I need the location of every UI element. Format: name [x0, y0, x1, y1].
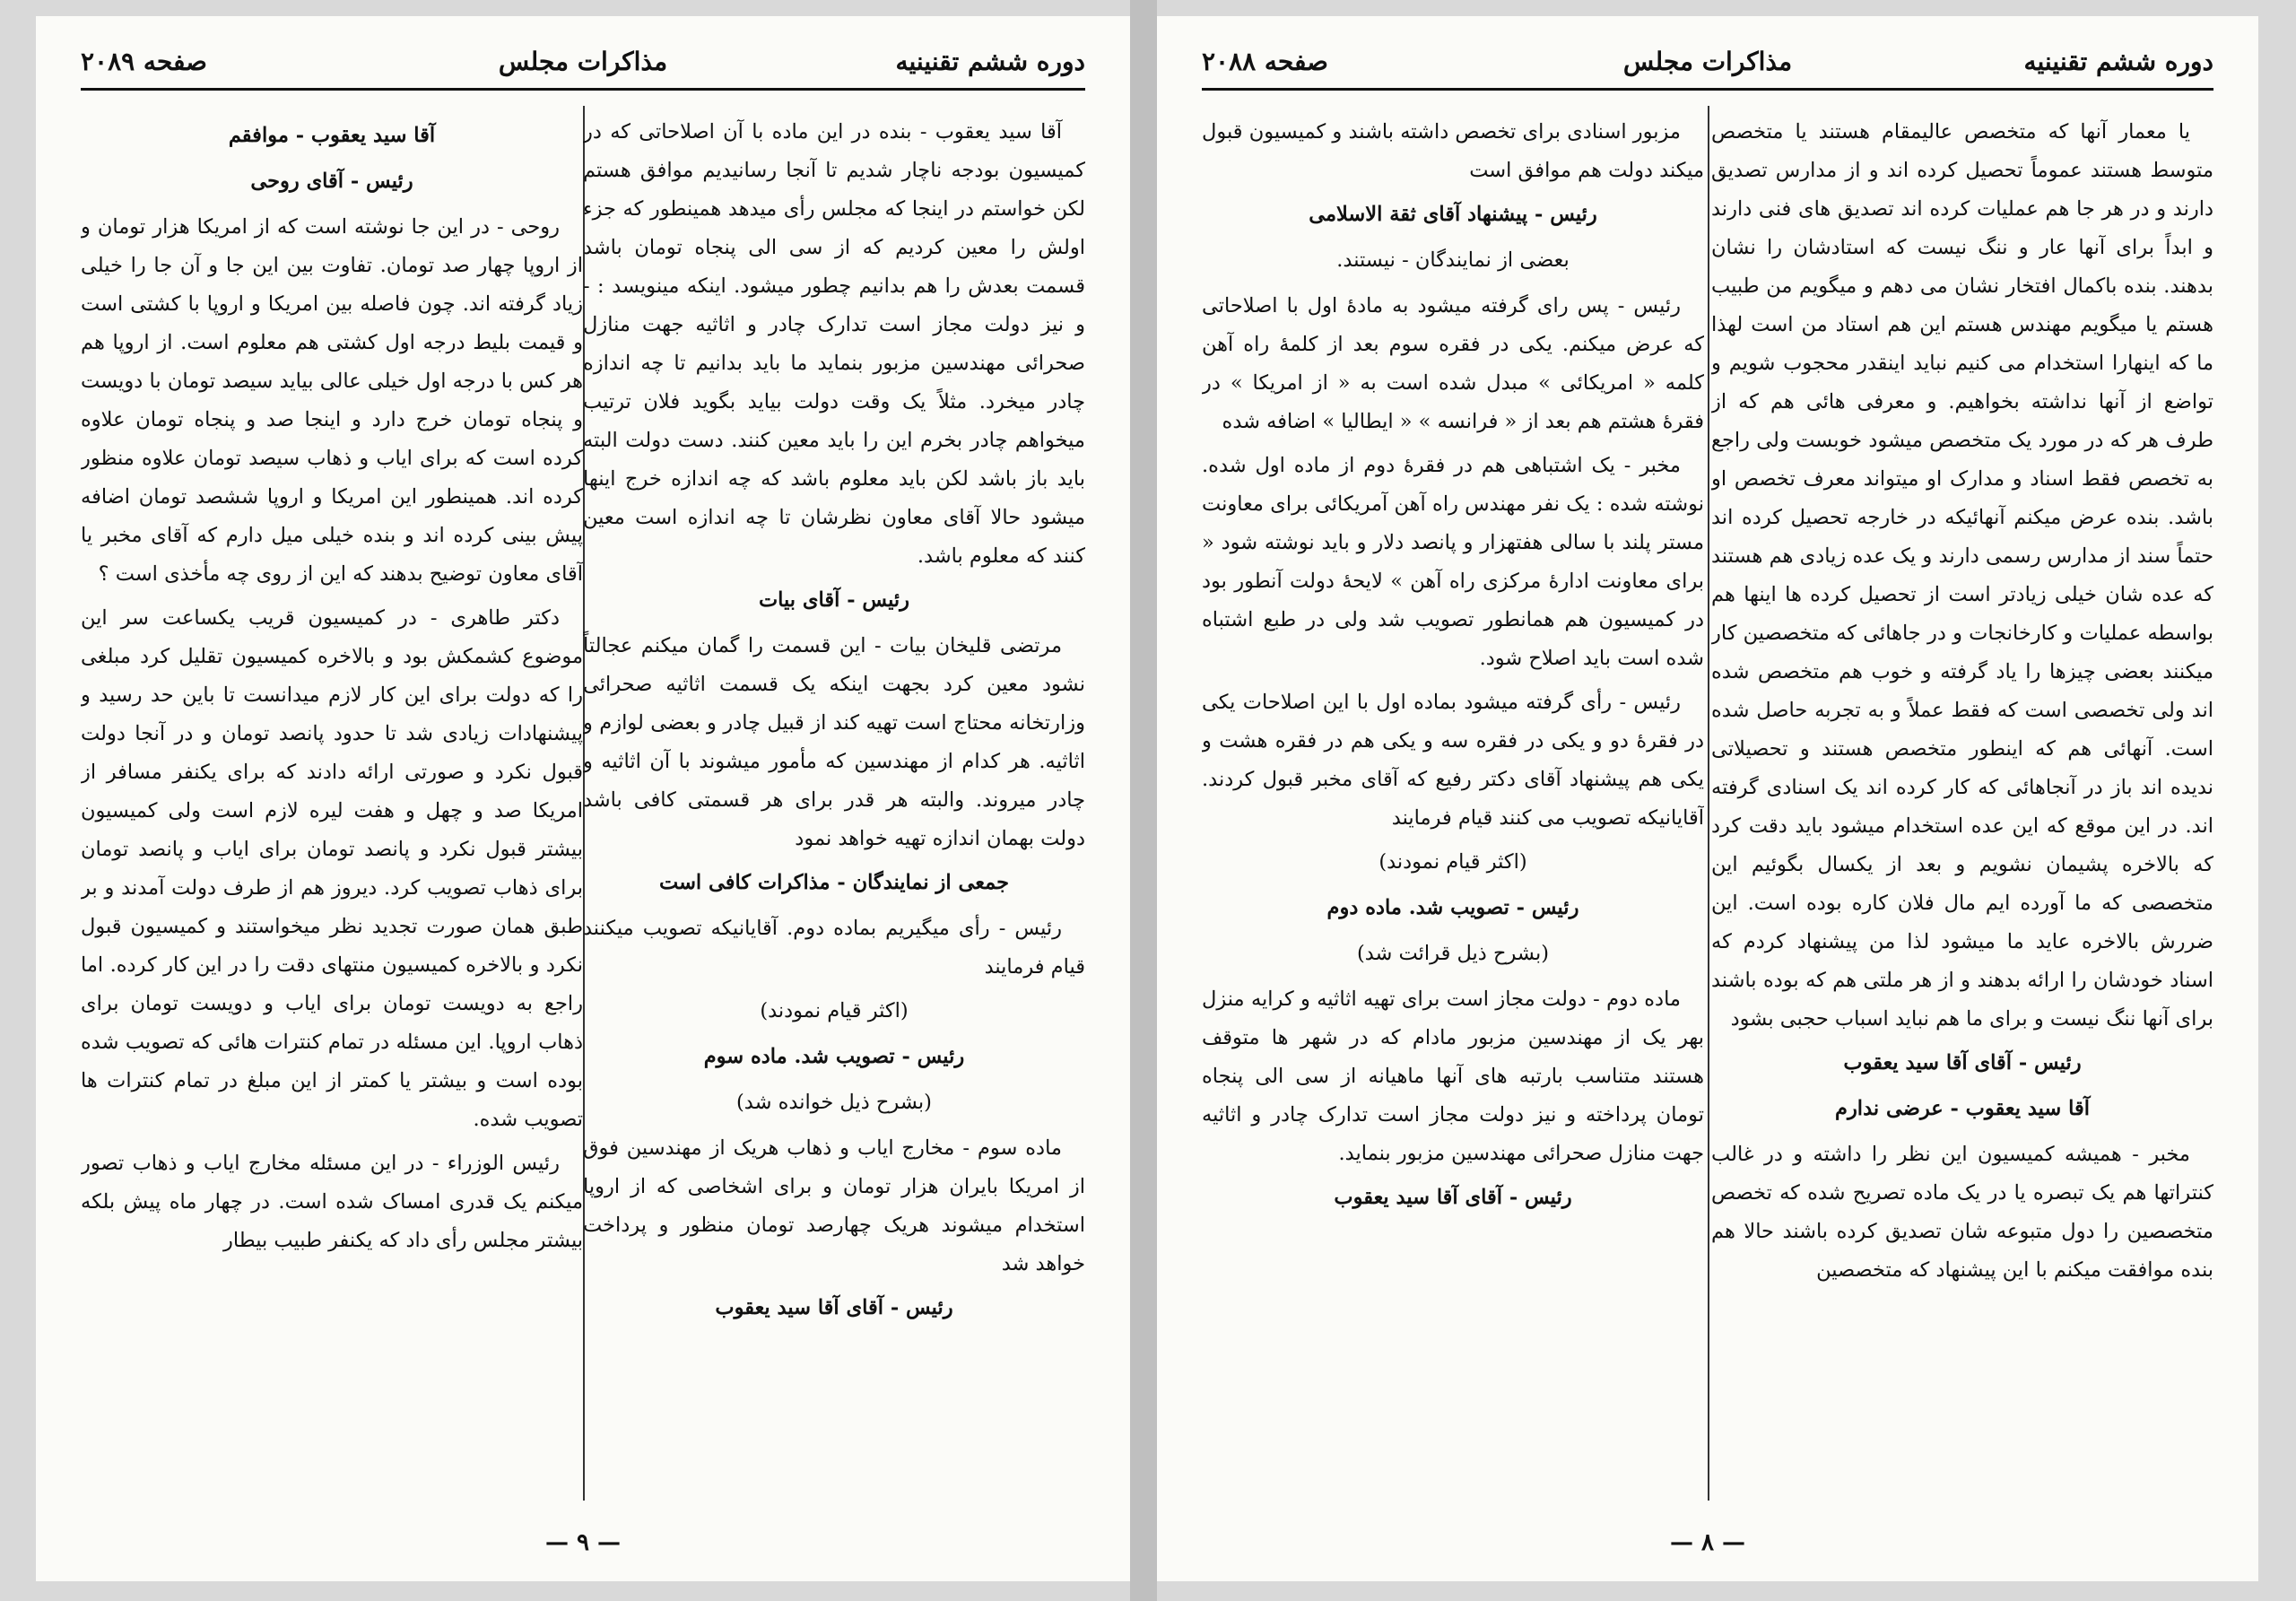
paragraph: رئیس - پس رای گرفته میشود به مادۀ اول با اصلاحاتی که عرض میکنم. یکی در فقره سوم بعد از کلمۀ راه آهن کلمه « امریکائی » مبدل شده است به « از امریکا » در فقرۀ هشتم هم بعد از « فرانسه » « ایطالیا » اضافه شده [1202, 294, 1704, 433]
text-column-right [1711, 113, 2213, 1510]
stage-note: بعضی از نمایندگان - نیستند. [1336, 248, 1570, 272]
paragraph: رئیس - رأی میگیریم بماده دوم. آقایانیکه تصویب میکنند قیام فرمایند [583, 917, 1085, 979]
paragraph: مزبور اسنادی برای تخصص داشته باشند و کمیسیون قبول میکند دولت هم موافق است [1202, 120, 1704, 182]
paragraph: آقا سید یعقوب - بنده در این ماده با آن اصلاحاتی که در کمیسیون بودجه ناچار شدیم تا آنجا رسانیدیم موافق هستم لکن خواستم در اینجا که مجلس رأی میدهد همینطور که جزء اولش را معین کردیم که از سی الی پنجاه تومان باشد قسمت بعدش را هم بدانیم چطور میشود. اینکه مینویسد : - و نیز دولت مجاز است تدارک چادر و اثاثیه جهت منازل صحرائی مهندسین مزبور بنماید ما باید بدانیم تا چه اندازه چادر میخرد. مثلاً یک وقت دولت بیاید بگوید فلان ترتیب میخواهم چادر بخرم این را باید معین کنند. دست دولت البته باید باز باشد لکن باید معلوم باشد که چه اندازه خرج اینها میشود حالا آقای معاون نظرشان تا چه اندازه است معین کنند که معلوم باشد. [583, 120, 1085, 568]
paragraph: رئیس الوزراء - در این مسئله مخارج ایاب و ذهاب تصور میکنم یک قدری امساک شده است. در چهار ماه پیش بلکه بیشتر مجلس رأی داد که یکنفر طبیب بیطار [81, 1152, 583, 1252]
page-footer-number: — ۸ — [1669, 1529, 1746, 1556]
speaker-line: آقا سید یعقوب - موافقم [228, 124, 436, 147]
paragraph: روحی - در این جا نوشته است که از امریکا هزار تومان و از اروپا چهار صد تومان. تفاوت بین این جا و آن جا را خیلی زیاد گرفته اند. چون فاصله بین امریکا و اروپا با کشتی است و قیمت بلیط درجه اول کشتی هم معلوم است. از اروپا هم هر کس با درجه اول خیلی عالی بیاید سیصد تومان با دویست و پنجاه تومان خرج دارد و اینجا صد و پنجاه تومان علاوه کرده است که برای ایاب و ذهاب سیصد تومان علاوه منظور کرده اند. همینطور این امریکا و اروپا ششصد تومان اضافه پیش بینی کرده اند و بنده خیلی میل دارم که آقای مخبر یا آقای معاون توضیح بدهند که این از روی چه مأخذی است ؟ [81, 215, 583, 586]
header-title: مذاکرات مجلس [498, 47, 668, 76]
stage-note: (اکثر قیام نمودند) [1378, 850, 1527, 874]
paragraph: دکتر طاهری - در کمیسیون قریب یکساعت سر این موضوع کشمکش بود و بالاخره کمیسیون تقلیل کرد مبلغی را که دولت برای این کار لازم میدانست تا باین حد رسید و پیشنهادات زیادی شد تا حدود پانصد تومان و در آنجا دولت قبول نکرد و صورتی ارائه دادند که برای یکنفر مسافر از امریکا صد و چهل و هفت لیره لازم است ولی کمیسیون بیشتر قبول نکرد و پانصد تومان برای ایاب و پانصد تومان برای ذهاب تصویب کرد. دیروز هم از طرف دولت آمدند و بر طبق همان صورت تجدید نظر میخواستند و کمیسیون قبول نکرد و بالاخره کمیسیون منتهای دقت را در این کار کرده. اما راجع به دویست تومان برای ایاب و دویست تومان برای ذهاب اروپا. این مسئله در تمام کنترات هائی که تصویب شده بوده است و بیشتر یا کمتر از این مبلغ در تمام کنترات ها تصویب شده. [81, 606, 583, 1131]
page-header [1202, 43, 2213, 91]
speaker-line: رئیس - آقای روحی [250, 170, 413, 193]
speaker-line: رئیس - تصویب شد. ماده سوم [703, 1045, 965, 1068]
page-number-label: صفحه ۲۰۸۹ [81, 47, 207, 76]
paragraph: رئیس - رأی گرفته میشود بماده اول با این اصلاحات یکی در فقرۀ دو و یکی در فقره سه و یکی هم در فقره هشت و یکی هم پیشنهاد آقای دکتر رفیع که آقای مخبر قبول کردند. آقایانیکه تصویب می کنند قیام فرمایند [1202, 691, 1704, 830]
text-column-left [81, 113, 583, 1510]
page-header [81, 43, 1085, 91]
paragraph: ماده سوم - مخارج ایاب و ذهاب هریک از مهندسین فوق از امریکا بایران هزار تومان و برای اشخاصی که از اروپا استخدام میشوند هریک چهارصد تومان منظور و پرداخت خواهد شد [583, 1136, 1085, 1275]
speaker-line: رئیس - آقای آقا سید یعقوب [1334, 1186, 1572, 1209]
stage-note: (بشرح ذیل خوانده شد) [736, 1091, 932, 1114]
stage-note: (اکثر قیام نمودند) [760, 999, 909, 1022]
paragraph: مرتضی قلیخان بیات - این قسمت را گمان میکنم عجالتاً نشود معین کرد بجهت اینکه یک قسمت اثاثیه صحرائی وزارتخانه محتاج است تهیه کند از قبیل چادر و بعضی لوازم و اثاثیه. هر کدام از مهندسین که مأمور میشوند با آن اثاثیه و چادر میروند. والبته هر قدر برای هر قسمتی کافی باشد دولت بهمان اندازه تهیه خواهد نمود [583, 634, 1085, 850]
paragraph: مخبر - یک اشتباهی هم در فقرۀ دوم از ماده اول شده. نوشته شده : یک نفر مهندس راه آهن آمریکائی برای معاونت مستر پلند با سالی هفتهزار و پانصد دلار و باید نوشته شود « برای معاونت ادارۀ مرکزی راه آهن » لایحۀ دولت آنطور بود در کمیسیون هم همانطور تصویب شد ولی در طبع اشتباه شده است باید اصلاح شود. [1202, 454, 1704, 670]
stage-note: (بشرح ذیل قرائت شد) [1356, 942, 1550, 965]
speaker-line: آقا سید یعقوب - عرضی ندارم [1835, 1097, 2090, 1120]
speaker-line: جمعی از نمایندگان - مذاکرات کافی است [658, 871, 1009, 894]
speaker-line: رئیس - آقای آقا سید یعقوب [1843, 1051, 2082, 1075]
paragraph: مخبر - همیشه کمیسیون این نظر را داشته و در غالب کنتراتها هم یک تبصره یا در یک ماده تصریح شده که تخصص متخصصین را دول متبوعه شان تصدیق کرده باشند حالا هم بنده موافقت میکنم با این پیشنهاد که متخصصین [1711, 1143, 2213, 1282]
speaker-line: رئیس - آقای آقا سید یعقوب [715, 1296, 953, 1319]
page-2089 [36, 16, 1130, 1581]
text-column-left [1202, 113, 1704, 1510]
text-column-right [583, 113, 1085, 1510]
header-title: مذاکرات مجلس [1622, 47, 1793, 76]
paragraph: یا معمار آنها که متخصص عالیمقام هستند یا متخصص متوسط هستند عموماً تحصیل کرده اند و از مدارس تصدیق دارند و در هر جا هم عملیات کرده اند تصدیق های فنی دارند و ابداً برای آنها عار و ننگ نیست که استادشان را نشان بدهند. بنده باکمال افتخار نشان می دهم و میگویم من طبیب هستم یا میگویم مهندس هستم این هم استاد من است لهذا ما که اینهارا استخدام می کنیم نباید اینقدر محجوب شویم و تواضع از آنها نداشته بخواهیم. و معرفی هائی هم که از طرف هر که در مورد یک متخصص میشود خوبست ولی راجع به تخصص فقط اسناد و مدارک او میتواند معرف تخصص او باشد. بنده عرض میکنم آنهائیکه در خارجه تحصیل کرده اند حتماً سند از مدارس رسمی دارند و یک عده زیادی هم هستند که عده شان خیلی زیادتر است از تحصیل کرده ها اینها هم بواسطه عملیات و کارخانجات و در جاهائی که متخصصین کار میکنند بعضی چیزها را یاد گرفته و خوب هم متخصص شده اند ولی تخصصی است که فقط عملاً و به تجربه حاصل شده است. آنهائی هم که اینطور متخصص هستند و تحصیلاتی ندیده اند باز در آنجاهائی که کار کرده اند یک اسنادی گرفته اند. در این موقع که این عده استخدام میشود باید دقت کرد که بالاخره پشیمان نشویم و بعد از یکسال بگوئیم این متخصصی که ما آورده ایم مال فلان کاره بوده است. این ضررش بالاخره عاید ما میشود لذا من پیشنهاد کردم که اسناد خودشان را ارائه بدهند و از هر ملتی هم که بوده باشند برای آنها ننگ نیست و برای ما هم نباید اسباب حجبی بشود [1711, 120, 2213, 1031]
page-footer-number: — ۹ — [544, 1529, 622, 1556]
column-divider [1708, 106, 1709, 1501]
session-label: دوره ششم تقنینیه [2023, 47, 2213, 76]
book-spine [1130, 0, 1157, 1601]
page-2088 [1157, 16, 2258, 1581]
speaker-line: رئیس - پیشنهاد آقای ثقة الاسلامی [1309, 203, 1597, 226]
page-number-label: صفحه ۲۰۸۸ [1202, 47, 1328, 76]
paragraph: ماده دوم - دولت مجاز است برای تهیه اثاثیه و کرایه منزل بهر یک از مهندسین مزبور مادام که در شهر ها متوقف هستند متناسب بارتبه های آنها ماهیانه از سی الی پنجاه تومان پرداخته و نیز دولت مجاز است تدارک چادر و اثاثیه جهت منازل صحرائی مهندسین مزبور بنماید. [1202, 988, 1704, 1165]
speaker-line: رئیس - آقای بیات [758, 588, 909, 612]
speaker-line: رئیس - تصویب شد. ماده دوم [1326, 896, 1579, 919]
session-label: دوره ششم تقنینیه [895, 47, 1085, 76]
